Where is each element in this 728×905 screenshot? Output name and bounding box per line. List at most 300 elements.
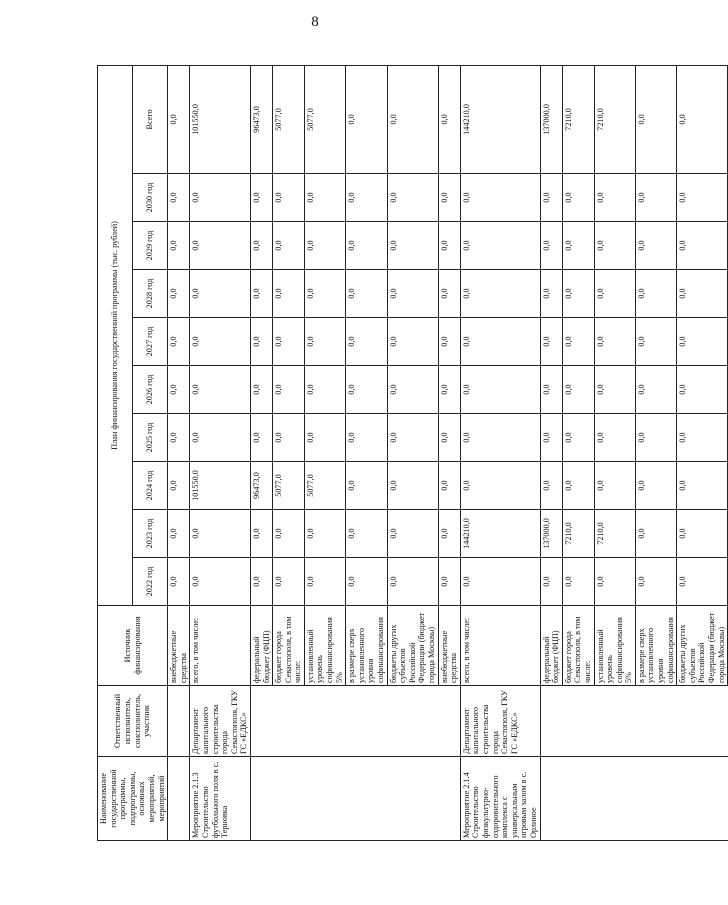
value-text: 5077,0: [274, 108, 284, 131]
value-cell: [562, 558, 594, 606]
program-cell: [168, 757, 190, 841]
value-cell: [594, 318, 635, 366]
value-cell: [346, 366, 387, 414]
responsible-cell: [387, 686, 438, 757]
value-cell: [677, 65, 728, 173]
value-text: 0,0: [347, 114, 357, 125]
value-cell: [677, 270, 728, 318]
value-text: 0,0: [678, 240, 688, 251]
responsible-cell: [635, 686, 676, 757]
value-cell: [168, 510, 190, 558]
value-cell: [387, 222, 438, 270]
source-cell: установленный уровень софинансирования 5%: [304, 606, 345, 686]
value-text: 0,0: [169, 432, 179, 443]
value-text: 0,0: [541, 432, 551, 443]
program-cell: Мероприятие 2.1.3 Строительство футбольного поля в с. Терновка: [190, 757, 251, 841]
value-cell: [168, 318, 190, 366]
value-cell: [635, 462, 676, 510]
source-cell: внебюджетные средства: [438, 606, 460, 686]
value-text: 0,0: [595, 576, 605, 587]
responsible-cell: [304, 686, 345, 757]
table-row: [562, 65, 594, 840]
header-source: Источник финансирования: [98, 606, 168, 686]
value-cell: [438, 174, 460, 222]
value-text: 0,0: [595, 192, 605, 203]
value-text: 0,0: [563, 480, 573, 491]
value-cell: [387, 462, 438, 510]
value-cell: [190, 270, 251, 318]
value-cell: [250, 462, 272, 510]
value-cell: [190, 222, 251, 270]
value-cell: [250, 510, 272, 558]
value-cell: [346, 510, 387, 558]
value-text: 0,0: [636, 288, 646, 299]
value-cell: [304, 174, 345, 222]
value-cell: [346, 174, 387, 222]
value-text: 0,0: [461, 336, 471, 347]
program-cell: [273, 757, 305, 841]
value-cell: [304, 366, 345, 414]
value-cell: [677, 558, 728, 606]
value-cell: [677, 510, 728, 558]
value-text: 0,0: [251, 384, 261, 395]
value-text: 0,0: [191, 384, 201, 395]
value-cell: [677, 318, 728, 366]
value-text: 0,0: [563, 240, 573, 251]
value-cell: [346, 318, 387, 366]
source-cell: бюджеты других субъектов Российской Федерации (бюджет города Москвы): [387, 606, 438, 686]
value-cell: [250, 366, 272, 414]
value-text: 0,0: [541, 192, 551, 203]
value-text: 0,0: [251, 576, 261, 587]
program-cell: [540, 757, 562, 841]
value-cell: [273, 174, 305, 222]
value-cell: [190, 318, 251, 366]
value-text: 0,0: [439, 114, 449, 125]
source-cell: бюджеты других субъектов Российской Федерации (бюджет города Москвы): [677, 606, 728, 686]
value-cell: [635, 222, 676, 270]
value-cell: [540, 558, 562, 606]
header-program: Наименование государственной программы, подпрограммы, основных мероприятий, мероприятий: [98, 757, 168, 841]
program-cell: [304, 757, 345, 841]
value-text: 0,0: [274, 576, 284, 587]
value-cell: [540, 174, 562, 222]
value-cell: [562, 510, 594, 558]
table-row: [250, 65, 272, 840]
value-cell: [346, 462, 387, 510]
value-cell: [438, 65, 460, 173]
value-text: 0,0: [636, 576, 646, 587]
value-text: 0,0: [541, 480, 551, 491]
value-text: 0,0: [439, 240, 449, 251]
value-text: 0,0: [191, 288, 201, 299]
value-cell: [460, 558, 540, 606]
value-cell: [594, 174, 635, 222]
value-text: 0,0: [274, 288, 284, 299]
value-cell: [273, 510, 305, 558]
value-cell: [460, 510, 540, 558]
value-text: 0,0: [541, 384, 551, 395]
header-responsible: Ответственный исполнитель, соисполнитель, участник: [98, 686, 168, 757]
value-text: 0,0: [388, 384, 398, 395]
source-cell: в размере сверх установленного уровня софинансирования: [635, 606, 676, 686]
value-cell: [438, 558, 460, 606]
value-cell: [387, 318, 438, 366]
value-cell: [387, 174, 438, 222]
value-text: 101550,0: [191, 104, 201, 135]
value-text: 0,0: [169, 240, 179, 251]
source-cell: внебюджетные средства: [168, 606, 190, 686]
value-cell: [594, 366, 635, 414]
value-cell: [594, 222, 635, 270]
value-text: 0,0: [439, 384, 449, 395]
value-cell: [635, 318, 676, 366]
responsible-cell: [438, 686, 460, 757]
page-number: 8: [311, 14, 319, 30]
value-text: 0,0: [678, 576, 688, 587]
value-cell: [677, 462, 728, 510]
value-text: 0,0: [388, 288, 398, 299]
value-text: 0,0: [461, 384, 471, 395]
value-text: 0,0: [169, 480, 179, 491]
program-cell: [562, 757, 594, 841]
value-cell: [562, 174, 594, 222]
value-cell: [190, 366, 251, 414]
value-text: 0,0: [461, 288, 471, 299]
value-text: 0,0: [347, 384, 357, 395]
value-cell: [304, 222, 345, 270]
value-cell: [540, 414, 562, 462]
program-cell: [677, 757, 728, 841]
value-cell: [540, 318, 562, 366]
value-text: 0,0: [636, 528, 646, 539]
value-text: 0,0: [461, 240, 471, 251]
value-cell: [387, 414, 438, 462]
source-cell: бюджет города Севастополя, в том числе:: [273, 606, 305, 686]
value-cell: [562, 222, 594, 270]
value-text: 0,0: [169, 192, 179, 203]
value-text: 0,0: [563, 576, 573, 587]
value-text: 0,0: [541, 240, 551, 251]
value-text: 0,0: [347, 192, 357, 203]
program-cell: [438, 757, 460, 841]
value-text: 0,0: [169, 384, 179, 395]
value-cell: [304, 65, 345, 173]
value-text: 0,0: [595, 240, 605, 251]
value-text: 0,0: [169, 528, 179, 539]
value-cell: [460, 318, 540, 366]
value-cell: [438, 510, 460, 558]
value-text: 0,0: [636, 336, 646, 347]
value-cell: [250, 222, 272, 270]
value-text: 0,0: [347, 336, 357, 347]
value-text: 0,0: [541, 288, 551, 299]
value-cell: [635, 510, 676, 558]
value-text: 0,0: [388, 528, 398, 539]
value-cell: [168, 65, 190, 173]
table-row: [677, 65, 728, 840]
value-text: 96473,0: [251, 472, 261, 499]
value-cell: [346, 65, 387, 173]
value-text: 0,0: [678, 114, 688, 125]
value-cell: [438, 318, 460, 366]
value-text: 0,0: [191, 240, 201, 251]
value-cell: [460, 270, 540, 318]
value-text: 0,0: [347, 528, 357, 539]
value-cell: [168, 174, 190, 222]
value-text: 0,0: [305, 384, 315, 395]
value-cell: [304, 558, 345, 606]
value-cell: [387, 366, 438, 414]
responsible-cell: Департамент капитального строительства города Севастополя, ГКУ ГС «ЕДКС»: [460, 686, 540, 757]
value-text: 0,0: [305, 576, 315, 587]
value-text: 144210,0: [461, 518, 471, 549]
header-year: 2023 год: [133, 510, 168, 558]
rotated-table-region: [97, 68, 726, 841]
value-cell: [594, 65, 635, 173]
value-cell: [438, 414, 460, 462]
value-text: 0,0: [251, 240, 261, 251]
value-cell: [635, 65, 676, 173]
header-year: 2028 год: [133, 270, 168, 318]
value-cell: [346, 558, 387, 606]
value-cell: [677, 174, 728, 222]
value-text: 0,0: [347, 576, 357, 587]
value-text: 0,0: [274, 384, 284, 395]
value-text: 0,0: [678, 384, 688, 395]
value-text: 0,0: [191, 528, 201, 539]
value-text: 0,0: [347, 480, 357, 491]
value-text: 0,0: [595, 432, 605, 443]
value-text: 0,0: [347, 432, 357, 443]
value-cell: [250, 414, 272, 462]
value-text: 0,0: [251, 288, 261, 299]
value-text: 5077,0: [305, 474, 315, 497]
value-cell: [594, 462, 635, 510]
value-cell: [273, 558, 305, 606]
value-cell: [273, 318, 305, 366]
value-text: 0,0: [595, 480, 605, 491]
value-cell: [273, 462, 305, 510]
header-year: 2024 год: [133, 462, 168, 510]
value-cell: [594, 510, 635, 558]
value-text: 0,0: [169, 336, 179, 347]
value-text: 0,0: [636, 240, 646, 251]
value-cell: [438, 222, 460, 270]
value-text: 0,0: [678, 432, 688, 443]
value-cell: [346, 414, 387, 462]
value-cell: [562, 414, 594, 462]
value-text: 0,0: [461, 576, 471, 587]
value-cell: [190, 462, 251, 510]
value-text: 0,0: [563, 384, 573, 395]
value-text: 0,0: [305, 528, 315, 539]
table-row: [540, 65, 562, 840]
source-cell: всего, в том числе:: [460, 606, 540, 686]
value-text: 0,0: [439, 192, 449, 203]
value-text: 0,0: [678, 528, 688, 539]
value-cell: [250, 558, 272, 606]
value-cell: [250, 270, 272, 318]
value-cell: [190, 414, 251, 462]
source-cell: федеральный бюджет (ФЦП): [250, 606, 272, 686]
value-text: 7210,0: [563, 108, 573, 131]
value-text: 0,0: [636, 114, 646, 125]
program-cell: [346, 757, 387, 841]
table-row: [304, 65, 345, 840]
value-cell: [250, 65, 272, 173]
value-cell: [273, 222, 305, 270]
value-text: 0,0: [251, 432, 261, 443]
value-cell: [387, 558, 438, 606]
value-cell: [562, 366, 594, 414]
value-cell: [438, 462, 460, 510]
value-text: 0,0: [251, 336, 261, 347]
value-text: 0,0: [678, 192, 688, 203]
responsible-cell: [540, 686, 562, 757]
value-cell: [562, 318, 594, 366]
table-row: [460, 65, 540, 840]
value-text: 0,0: [388, 432, 398, 443]
value-cell: [562, 462, 594, 510]
value-cell: [304, 414, 345, 462]
header-year: 2027 год: [133, 318, 168, 366]
value-cell: [460, 366, 540, 414]
value-text: 144210,0: [461, 104, 471, 135]
value-cell: [168, 366, 190, 414]
value-text: 0,0: [595, 336, 605, 347]
value-text: 0,0: [563, 336, 573, 347]
value-text: 0,0: [541, 576, 551, 587]
header-year: 2029 год: [133, 222, 168, 270]
value-cell: [387, 270, 438, 318]
value-text: 0,0: [388, 192, 398, 203]
value-cell: [540, 222, 562, 270]
value-cell: [168, 462, 190, 510]
value-text: 0,0: [595, 288, 605, 299]
value-cell: [304, 510, 345, 558]
value-cell: [540, 462, 562, 510]
value-text: 0,0: [274, 432, 284, 443]
program-cell: [635, 757, 676, 841]
responsible-cell: [250, 686, 272, 757]
value-text: 5077,0: [274, 474, 284, 497]
value-text: 0,0: [191, 192, 201, 203]
value-text: 101550,0: [191, 470, 201, 501]
value-text: 0,0: [388, 576, 398, 587]
value-text: 0,0: [305, 192, 315, 203]
value-text: 7210,0: [595, 108, 605, 131]
value-cell: [190, 558, 251, 606]
value-text: 0,0: [388, 480, 398, 491]
table-row: [190, 65, 251, 840]
value-text: 137000,0: [541, 518, 551, 549]
value-cell: [387, 65, 438, 173]
value-text: 0,0: [636, 384, 646, 395]
responsible-cell: [346, 686, 387, 757]
value-cell: [346, 222, 387, 270]
value-text: 0,0: [595, 384, 605, 395]
table-row: [168, 65, 190, 840]
value-text: 5077,0: [305, 108, 315, 131]
value-cell: [594, 270, 635, 318]
value-text: 0,0: [305, 288, 315, 299]
value-text: 0,0: [251, 192, 261, 203]
value-text: 0,0: [347, 240, 357, 251]
value-cell: [460, 414, 540, 462]
table-row: [594, 65, 635, 840]
value-cell: [190, 510, 251, 558]
value-cell: [460, 174, 540, 222]
source-cell: бюджет города Севастополя, в том числе:: [562, 606, 594, 686]
source-cell: всего, в том числе:: [190, 606, 251, 686]
value-text: 0,0: [251, 528, 261, 539]
value-cell: [190, 65, 251, 173]
value-cell: [273, 414, 305, 462]
value-cell: [635, 414, 676, 462]
value-text: 0,0: [563, 192, 573, 203]
value-cell: [304, 462, 345, 510]
value-cell: [635, 270, 676, 318]
header-year: 2026 год: [133, 366, 168, 414]
value-text: 0,0: [274, 336, 284, 347]
value-cell: [250, 318, 272, 366]
value-cell: [387, 510, 438, 558]
responsible-cell: [273, 686, 305, 757]
value-text: 0,0: [388, 114, 398, 125]
value-cell: [168, 270, 190, 318]
value-cell: [635, 558, 676, 606]
value-cell: [677, 366, 728, 414]
table-row: [387, 65, 438, 840]
value-text: 0,0: [461, 192, 471, 203]
value-text: 0,0: [678, 336, 688, 347]
value-text: 0,0: [439, 576, 449, 587]
responsible-cell: [594, 686, 635, 757]
value-cell: [460, 222, 540, 270]
value-cell: [460, 462, 540, 510]
value-text: 0,0: [678, 480, 688, 491]
value-text: 0,0: [678, 288, 688, 299]
value-cell: [540, 366, 562, 414]
value-text: 0,0: [461, 432, 471, 443]
value-text: 0,0: [305, 336, 315, 347]
value-cell: [540, 270, 562, 318]
value-cell: [168, 222, 190, 270]
value-text: 0,0: [439, 432, 449, 443]
value-cell: [635, 366, 676, 414]
value-cell: [594, 414, 635, 462]
value-text: 0,0: [169, 576, 179, 587]
header-year: 2022 год: [133, 558, 168, 606]
value-cell: [677, 222, 728, 270]
source-cell: федеральный бюджет (ФЦП): [540, 606, 562, 686]
value-text: 0,0: [169, 114, 179, 125]
value-text: 0,0: [191, 576, 201, 587]
value-cell: [540, 510, 562, 558]
value-text: 0,0: [636, 192, 646, 203]
value-text: 7210,0: [563, 522, 573, 545]
program-cell: [594, 757, 635, 841]
value-text: 0,0: [347, 288, 357, 299]
value-text: 0,0: [305, 432, 315, 443]
header-year: 2030 год: [133, 174, 168, 222]
value-text: 0,0: [541, 336, 551, 347]
program-cell: [387, 757, 438, 841]
value-text: 0,0: [274, 192, 284, 203]
value-cell: [190, 174, 251, 222]
header-year: Всего: [133, 65, 168, 173]
